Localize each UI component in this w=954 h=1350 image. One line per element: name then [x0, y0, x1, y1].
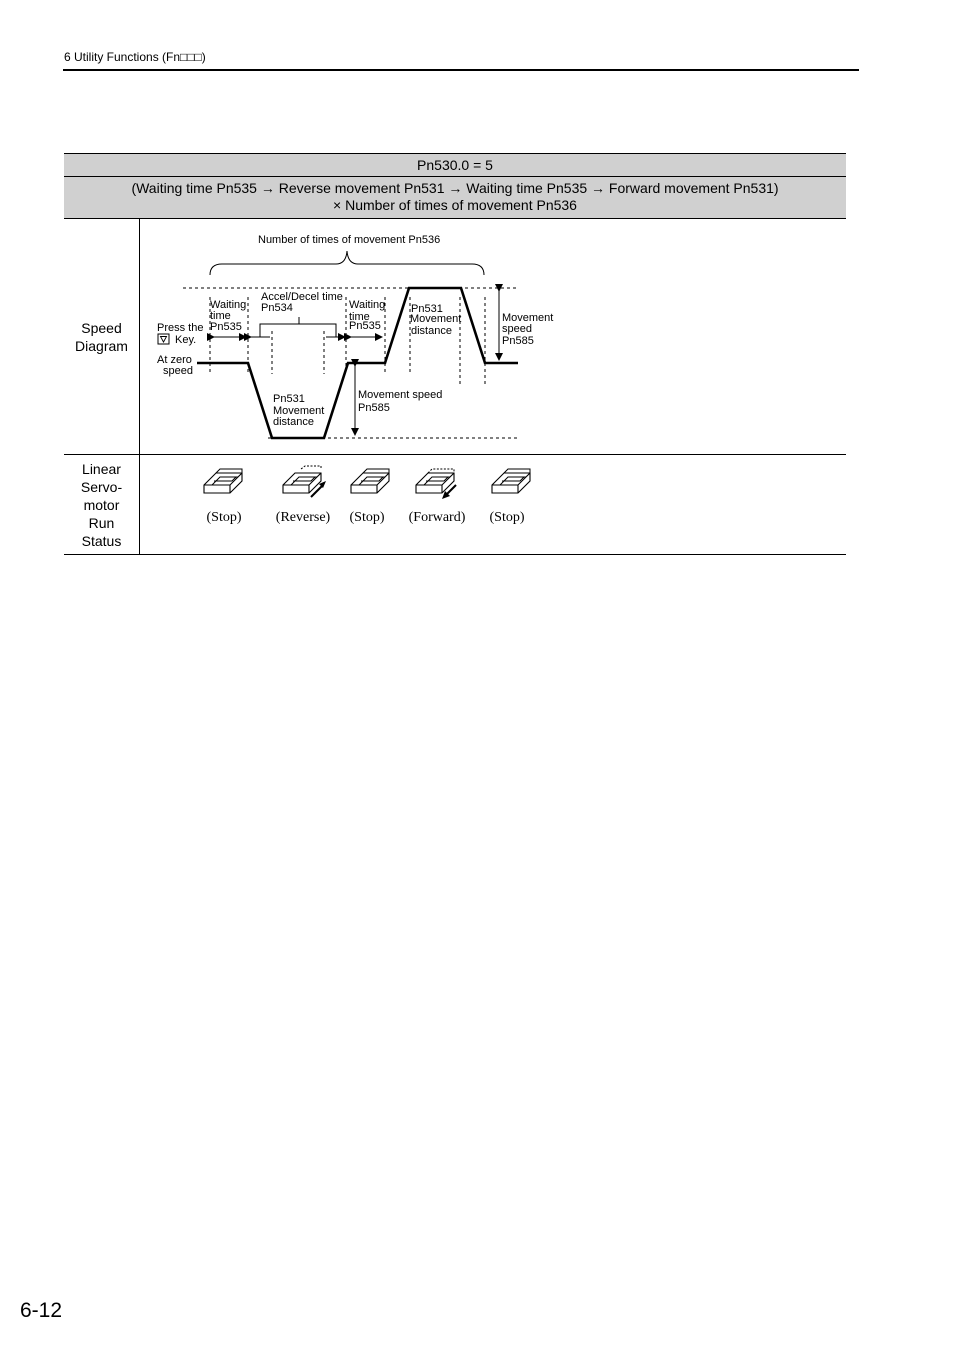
slider-stop-icon — [202, 465, 246, 501]
fwd-speed-speed: speed — [502, 323, 532, 335]
down-triangle-icon — [161, 337, 167, 343]
slider-stop-icon-2 — [349, 465, 393, 501]
waiting-label-1a: Waiting — [210, 299, 247, 311]
accel-bracket — [260, 324, 336, 337]
status-stop-3: (Stop) — [489, 510, 525, 525]
accel-label: Accel/Decel time — [261, 291, 343, 303]
header-rule — [63, 69, 859, 71]
speed-diagram-row — [64, 219, 846, 455]
table-title: Pn530.0 = 5 — [64, 153, 846, 177]
waiting-label-2a: Waiting — [349, 299, 386, 311]
fwd-distance-param: Pn531 — [411, 303, 443, 315]
fwd-speed-param: Pn585 — [502, 335, 534, 347]
waiting-label-2b: time — [349, 311, 370, 323]
run-status-cell — [141, 455, 846, 555]
movement-count-brace — [210, 251, 484, 275]
page-number: 6-12 — [20, 1299, 63, 1322]
subtitle-line-1: (Waiting time Pn535 → Reverse movement Pn531 → Waiting time Pn535 → Forward movement Pn531) — [131, 180, 779, 196]
speed-diagram-label: Speed Diagram — [64, 219, 140, 454]
status-reverse: (Reverse) — [275, 510, 331, 525]
fwd-distance-movement: Movement — [410, 313, 462, 325]
press-the-label: Press the — [157, 322, 204, 334]
accel-param: Pn534 — [261, 302, 293, 314]
slider-reverse-icon — [281, 465, 329, 501]
at-zero-label: At zero — [157, 354, 192, 366]
status-stop-2: (Stop) — [349, 510, 385, 525]
status-forward: (Forward) — [408, 510, 466, 525]
fwd-distance-label: distance — [411, 325, 452, 337]
subtitle-line-2: × Number of times of movement Pn536 — [333, 197, 577, 213]
waiting-label-2c: Pn535 — [349, 320, 381, 332]
fwd-speed-movement: Movement — [502, 312, 554, 324]
rev-distance-param: Pn531 — [273, 393, 305, 405]
key-label: Key. — [175, 334, 197, 346]
run-status-row — [64, 455, 846, 555]
section-header: 6 Utility Functions (Fn□□□) — [64, 50, 206, 64]
rev-distance-movement: Movement — [273, 405, 325, 417]
table-subtitle — [64, 177, 846, 219]
rev-speed-label: Movement speed — [358, 389, 443, 401]
slider-stop-icon-3 — [490, 465, 534, 501]
speed-diagram — [141, 219, 846, 455]
waiting-label-1c: Pn535 — [210, 321, 242, 333]
run-status-label: Linear Servo- motor Run Status — [64, 455, 140, 554]
speed-label: speed — [163, 365, 193, 377]
waiting-label-1b: time — [210, 310, 231, 322]
times-label: Number of times of movement Pn536 — [258, 234, 441, 246]
rev-distance-label: distance — [273, 416, 314, 428]
rev-speed-param: Pn585 — [358, 402, 390, 414]
operation-table — [64, 153, 846, 555]
status-stop-1: (Stop) — [206, 510, 242, 525]
slider-forward-icon — [414, 465, 462, 501]
